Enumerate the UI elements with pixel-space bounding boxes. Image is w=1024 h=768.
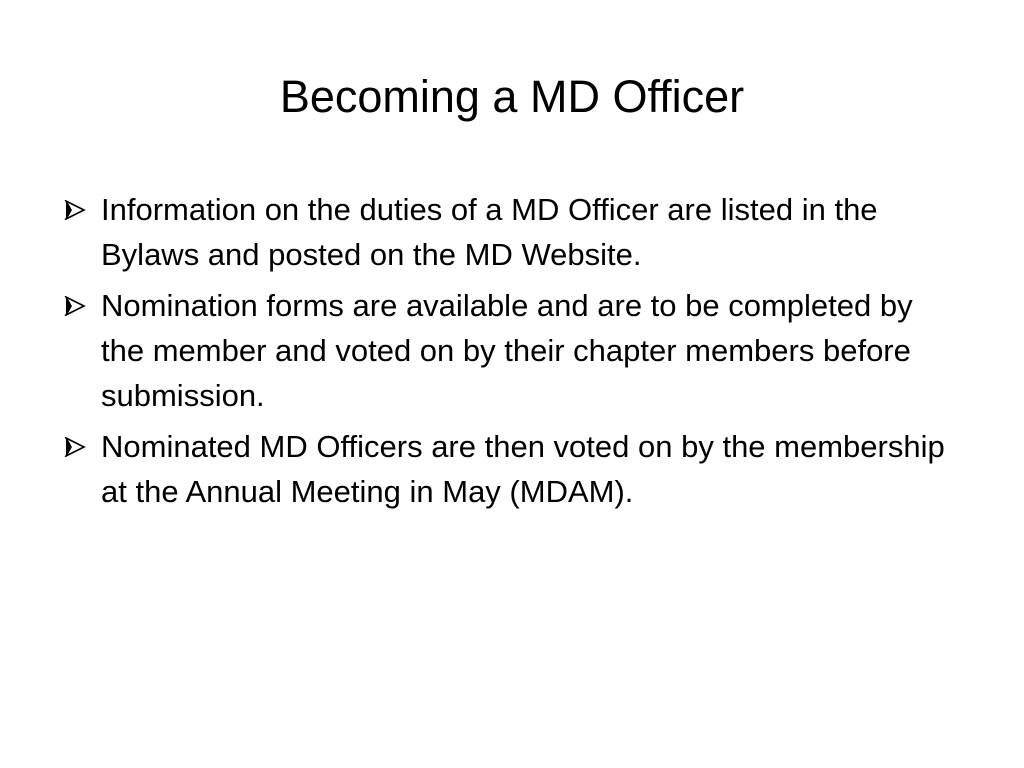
arrowhead-bullet-icon: [64, 437, 88, 457]
bullet-text: Nominated MD Officers are then voted on by the membership at the Annual Meeting in May (MDAM).: [101, 429, 945, 509]
arrowhead-bullet-icon: [64, 296, 88, 316]
arrowhead-bullet-icon: [64, 200, 88, 220]
list-item: [64, 283, 964, 418]
bullet-text: Information on the duties of a MD Officer are listed in the Bylaws and posted on the MD Website.: [101, 192, 878, 272]
list-item: [64, 187, 964, 277]
bullet-text: Nomination forms are available and are to be completed by the member and voted on by their chapter members before submission.: [101, 288, 913, 413]
list-item: [64, 424, 964, 514]
slide-title: Becoming a MD Officer: [279, 71, 745, 122]
bullet-list: [64, 187, 964, 520]
